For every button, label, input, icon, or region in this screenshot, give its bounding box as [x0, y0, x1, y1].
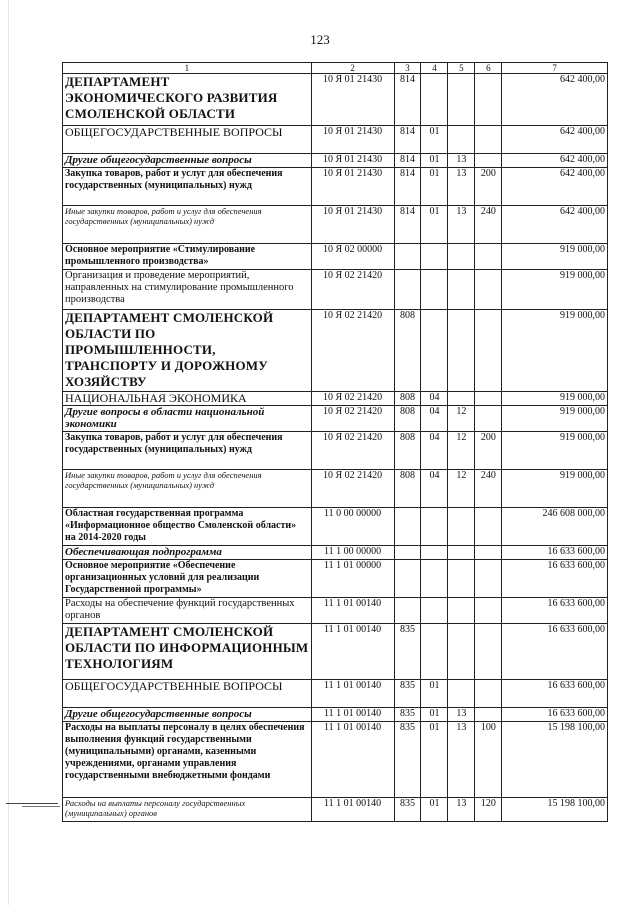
item-name	[63, 154, 312, 168]
department-code: 814	[394, 168, 421, 206]
item-name-text: Закупка товаров, работ и услуг для обеспечения государственных (муниципальных) нужд	[65, 168, 283, 191]
department-code: 814	[394, 206, 421, 244]
header-col-1: 1	[63, 63, 312, 74]
department-code: 835	[394, 708, 421, 722]
table-row	[63, 154, 608, 168]
target-code: 11 1 01 00140	[311, 624, 394, 680]
section-code: 04	[421, 406, 448, 432]
target-code: 11 1 01 00140	[311, 680, 394, 708]
item-name-text: ДЕПАРТАМЕНТ СМОЛЕНСКОЙ ОБЛАСТИ ПО ИНФОРМАЦИОННЫМ ТЕХНОЛОГИЯМ	[65, 624, 309, 671]
target-code: 11 0 00 00000	[311, 508, 394, 546]
item-name-text: Другие вопросы в области национальной экономики	[65, 406, 265, 430]
expense-type-code: 240	[475, 470, 502, 508]
expense-type-code	[475, 270, 502, 310]
expense-type-code	[475, 310, 502, 392]
item-name-text: Иные закупки товаров, работ и услуг для обеспечения государственных (муниципальных) нужд	[65, 470, 262, 490]
margin-pencil-mark-2	[22, 806, 60, 807]
item-name	[63, 432, 312, 470]
table-row	[63, 708, 608, 722]
amount: 15 198 100,00	[502, 798, 608, 822]
table-row	[63, 206, 608, 244]
department-code: 835	[394, 680, 421, 708]
item-name	[63, 546, 312, 560]
subsection-code: 12	[448, 432, 475, 470]
section-code	[421, 624, 448, 680]
expense-type-code	[475, 126, 502, 154]
item-name-text: Основное мероприятие «Обеспечение организационных условий для реализации Государственной программы»	[65, 560, 260, 595]
subsection-code: 13	[448, 154, 475, 168]
section-code: 01	[421, 126, 448, 154]
item-name-text: ДЕПАРТАМЕНТ ЭКОНОМИЧЕСКОГО РАЗВИТИЯ СМОЛЕНСКОЙ ОБЛАСТИ	[65, 74, 278, 121]
item-name	[63, 798, 312, 822]
target-code: 11 1 01 00140	[311, 798, 394, 822]
subsection-code	[448, 244, 475, 270]
department-code: 808	[394, 310, 421, 392]
expense-type-code: 200	[475, 432, 502, 470]
subsection-code	[448, 624, 475, 680]
table-row	[63, 406, 608, 432]
section-code: 01	[421, 708, 448, 722]
expense-type-code	[475, 560, 502, 598]
table-row	[63, 798, 608, 822]
header-col-5: 5	[448, 63, 475, 74]
subsection-code	[448, 310, 475, 392]
amount: 642 400,00	[502, 154, 608, 168]
amount: 16 633 600,00	[502, 598, 608, 624]
department-code	[394, 560, 421, 598]
target-code: 10 Я 02 21420	[311, 310, 394, 392]
header-col-6: 6	[475, 63, 502, 74]
amount: 919 000,00	[502, 470, 608, 508]
item-name	[63, 598, 312, 624]
target-code: 10 Я 01 21430	[311, 206, 394, 244]
department-code: 808	[394, 406, 421, 432]
department-code: 835	[394, 624, 421, 680]
department-code	[394, 270, 421, 310]
target-code: 10 Я 02 00000	[311, 244, 394, 270]
amount: 642 400,00	[502, 74, 608, 126]
item-name	[63, 722, 312, 798]
section-code	[421, 74, 448, 126]
item-name	[63, 270, 312, 310]
item-name-text: Расходы на обеспечение функций государственных органов	[65, 598, 295, 621]
target-code: 11 1 00 00000	[311, 546, 394, 560]
amount: 919 000,00	[502, 244, 608, 270]
subsection-code: 13	[448, 708, 475, 722]
item-name	[63, 74, 312, 126]
subsection-code	[448, 598, 475, 624]
table-row	[63, 310, 608, 392]
section-code: 01	[421, 206, 448, 244]
table-row	[63, 508, 608, 546]
expense-type-code	[475, 154, 502, 168]
amount: 919 000,00	[502, 310, 608, 392]
amount: 15 198 100,00	[502, 722, 608, 798]
amount: 919 000,00	[502, 406, 608, 432]
subsection-code: 12	[448, 470, 475, 508]
item-name	[63, 406, 312, 432]
amount: 919 000,00	[502, 392, 608, 406]
target-code: 10 Я 02 21420	[311, 270, 394, 310]
item-name-text: Расходы на выплаты персоналу государственных (муниципальных) органов	[65, 798, 246, 818]
subsection-code	[448, 680, 475, 708]
department-code	[394, 598, 421, 624]
amount: 16 633 600,00	[502, 546, 608, 560]
department-code	[394, 244, 421, 270]
table-row	[63, 680, 608, 708]
item-name-text: ОБЩЕГОСУДАРСТВЕННЫЕ ВОПРОСЫ	[65, 679, 283, 693]
expense-type-code	[475, 244, 502, 270]
table-row	[63, 560, 608, 598]
section-code	[421, 546, 448, 560]
amount: 16 633 600,00	[502, 560, 608, 598]
expense-type-code	[475, 546, 502, 560]
target-code: 10 Я 02 21420	[311, 470, 394, 508]
item-name-text: Основное мероприятие «Стимулирование промышленного производства»	[65, 244, 256, 267]
item-name	[63, 244, 312, 270]
table-row	[63, 722, 608, 798]
section-code: 01	[421, 680, 448, 708]
section-code: 01	[421, 168, 448, 206]
budget-table	[62, 62, 608, 822]
amount: 642 400,00	[502, 126, 608, 154]
item-name-text: Другие общегосударственные вопросы	[65, 708, 252, 720]
section-code	[421, 508, 448, 546]
section-code	[421, 270, 448, 310]
department-code	[394, 546, 421, 560]
expense-type-code: 240	[475, 206, 502, 244]
target-code: 10 Я 01 21430	[311, 154, 394, 168]
header-col-2: 2	[311, 63, 394, 74]
section-code	[421, 244, 448, 270]
item-name-text: ДЕПАРТАМЕНТ СМОЛЕНСКОЙ ОБЛАСТИ ПО ПРОМЫШЛЕННОСТИ, ТРАНСПОРТУ И ДОРОЖНОМУ ХОЗЯЙСТВУ	[65, 310, 274, 389]
section-code: 04	[421, 470, 448, 508]
amount: 642 400,00	[502, 206, 608, 244]
subsection-code: 13	[448, 798, 475, 822]
item-name	[63, 508, 312, 546]
amount: 16 633 600,00	[502, 624, 608, 680]
subsection-code: 13	[448, 168, 475, 206]
expense-type-code	[475, 392, 502, 406]
table-row	[63, 168, 608, 206]
header-col-4: 4	[421, 63, 448, 74]
department-code: 808	[394, 392, 421, 406]
scan-edge-line	[8, 0, 9, 905]
item-name	[63, 310, 312, 392]
table-row	[63, 392, 608, 406]
expense-type-code	[475, 508, 502, 546]
expense-type-code: 100	[475, 722, 502, 798]
table-row	[63, 270, 608, 310]
item-name-text: Закупка товаров, работ и услуг для обеспечения государственных (муниципальных) нужд	[65, 432, 283, 455]
department-code: 808	[394, 470, 421, 508]
department-code: 835	[394, 798, 421, 822]
section-code	[421, 310, 448, 392]
section-code: 01	[421, 722, 448, 798]
target-code: 10 Я 01 21430	[311, 126, 394, 154]
item-name-text: НАЦИОНАЛЬНАЯ ЭКОНОМИКА	[65, 391, 247, 405]
item-name-text: Организация и проведение мероприятий, направленных на стимулирование промышленного производства	[65, 270, 294, 305]
target-code: 11 1 01 00140	[311, 722, 394, 798]
section-code: 01	[421, 798, 448, 822]
item-name-text: Расходы на выплаты персоналу в целях обеспечения выполнения функций государственными (муниципальными) органами, казенными учреждениями, органами управления государственными внебюджетными фондами	[65, 722, 305, 781]
item-name	[63, 206, 312, 244]
section-code: 04	[421, 392, 448, 406]
item-name	[63, 392, 312, 406]
expense-type-code	[475, 708, 502, 722]
item-name	[63, 708, 312, 722]
table-row	[63, 598, 608, 624]
subsection-code	[448, 560, 475, 598]
target-code: 11 1 01 00000	[311, 560, 394, 598]
subsection-code	[448, 392, 475, 406]
subsection-code: 13	[448, 722, 475, 798]
amount: 642 400,00	[502, 168, 608, 206]
amount: 919 000,00	[502, 432, 608, 470]
item-name-text: Обеспечивающая подпрограмма	[65, 546, 222, 558]
table-row	[63, 624, 608, 680]
expense-type-code	[475, 406, 502, 432]
item-name-text: Другие общегосударственные вопросы	[65, 154, 252, 166]
table-row	[63, 244, 608, 270]
subsection-code	[448, 74, 475, 126]
target-code: 11 1 01 00140	[311, 598, 394, 624]
department-code	[394, 508, 421, 546]
section-code	[421, 598, 448, 624]
expense-type-code	[475, 624, 502, 680]
expense-type-code: 200	[475, 168, 502, 206]
header-col-7: 7	[502, 63, 608, 74]
item-name	[63, 126, 312, 154]
subsection-code	[448, 126, 475, 154]
section-code: 01	[421, 154, 448, 168]
section-code	[421, 560, 448, 598]
item-name-text: ОБЩЕГОСУДАРСТВЕННЫЕ ВОПРОСЫ	[65, 125, 283, 139]
subsection-code	[448, 546, 475, 560]
item-name-text: Областная государственная программа «Информационное общество Смоленской области» на 2014-2020 годы	[65, 508, 297, 543]
item-name	[63, 470, 312, 508]
subsection-code: 13	[448, 206, 475, 244]
target-code: 10 Я 02 21420	[311, 432, 394, 470]
table-row	[63, 546, 608, 560]
header-col-3: 3	[394, 63, 421, 74]
target-code: 11 1 01 00140	[311, 708, 394, 722]
target-code: 10 Я 01 21430	[311, 74, 394, 126]
item-name	[63, 680, 312, 708]
page-number: 123	[310, 32, 330, 47]
margin-pencil-mark	[6, 803, 58, 804]
table-row	[63, 126, 608, 154]
target-code: 10 Я 02 21420	[311, 406, 394, 432]
department-code: 814	[394, 126, 421, 154]
department-code: 814	[394, 154, 421, 168]
item-name	[63, 168, 312, 206]
subsection-code	[448, 508, 475, 546]
table-row	[63, 74, 608, 126]
table-header-row	[63, 63, 608, 74]
target-code: 10 Я 01 21430	[311, 168, 394, 206]
amount: 16 633 600,00	[502, 680, 608, 708]
expense-type-code: 120	[475, 798, 502, 822]
amount: 919 000,00	[502, 270, 608, 310]
table-row	[63, 432, 608, 470]
amount: 16 633 600,00	[502, 708, 608, 722]
department-code: 814	[394, 74, 421, 126]
table-row	[63, 470, 608, 508]
subsection-code: 12	[448, 406, 475, 432]
item-name	[63, 624, 312, 680]
target-code: 10 Я 02 21420	[311, 392, 394, 406]
section-code: 04	[421, 432, 448, 470]
expense-type-code	[475, 680, 502, 708]
item-name-text: Иные закупки товаров, работ и услуг для обеспечения государственных (муниципальных) нужд	[65, 206, 262, 226]
subsection-code	[448, 270, 475, 310]
amount: 246 608 000,00	[502, 508, 608, 546]
department-code: 808	[394, 432, 421, 470]
item-name	[63, 560, 312, 598]
expense-type-code	[475, 74, 502, 126]
department-code: 835	[394, 722, 421, 798]
expense-type-code	[475, 598, 502, 624]
